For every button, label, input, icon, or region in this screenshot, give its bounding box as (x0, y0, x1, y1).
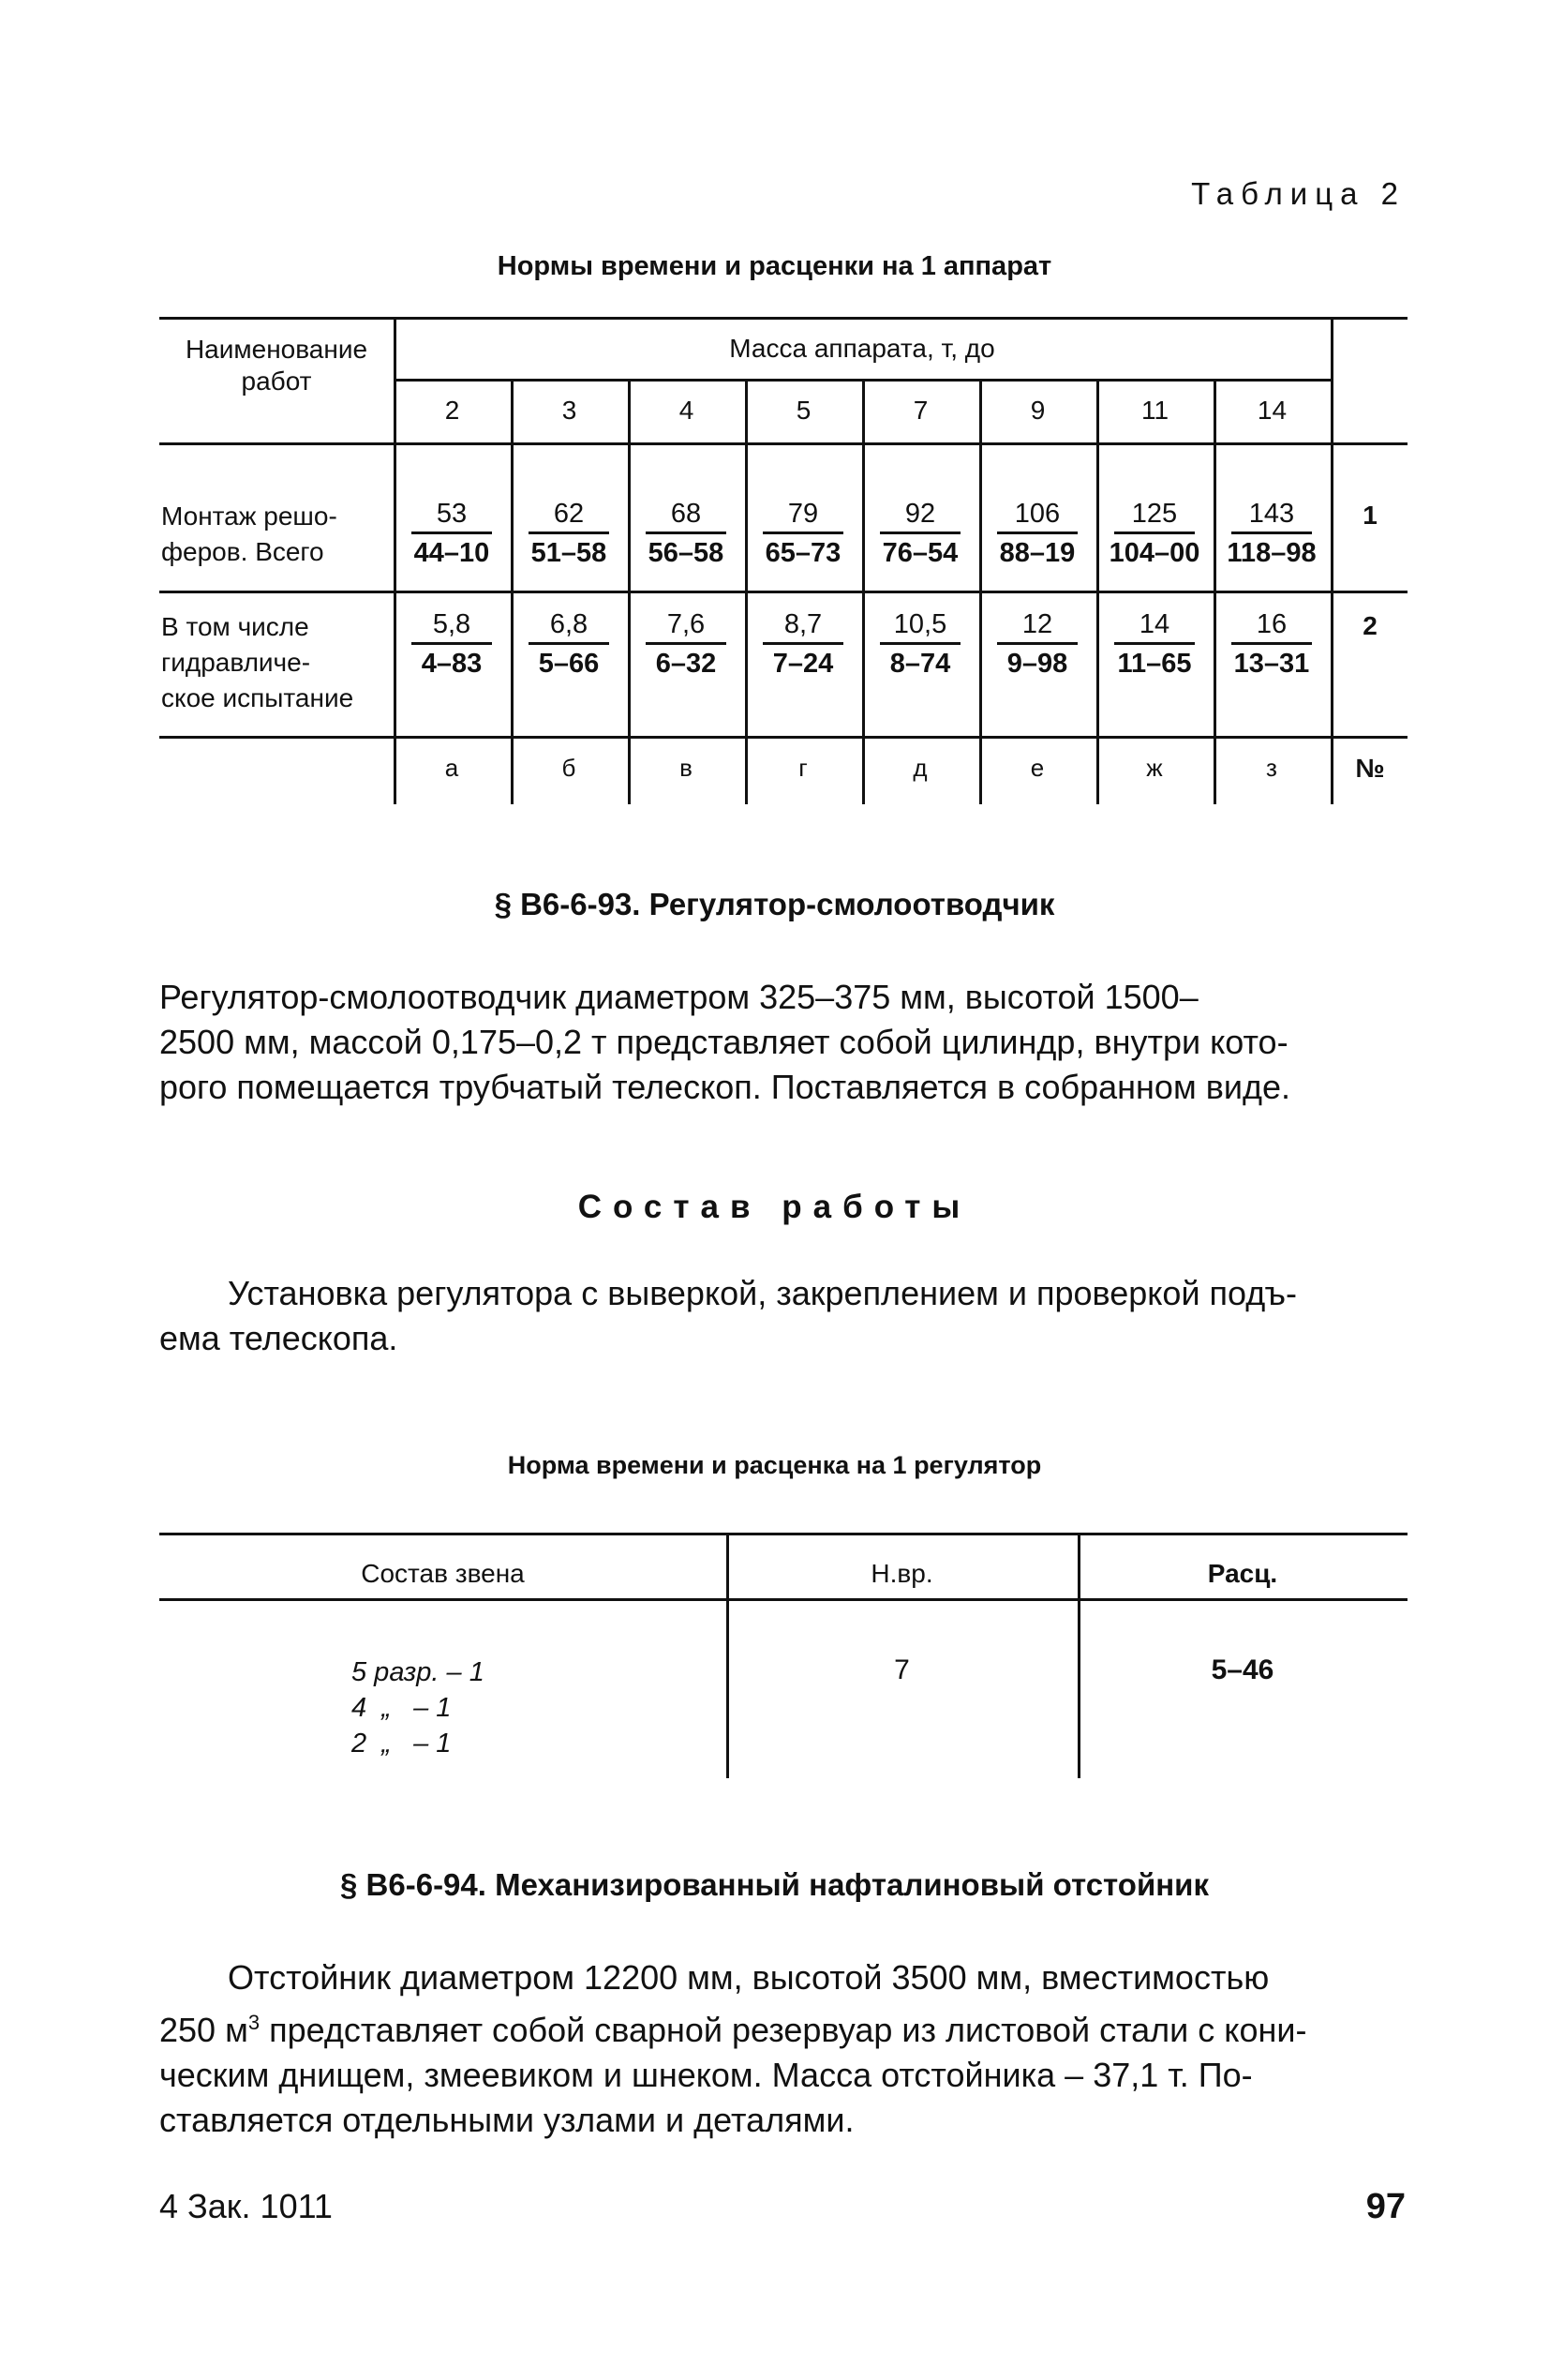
header-mass: Масса аппарата, т, до (729, 334, 995, 363)
time-norm: 53 (411, 499, 493, 534)
norm-value (979, 499, 1095, 569)
rate: 76–54 (882, 538, 959, 568)
time-norm: 10,5 (880, 609, 961, 645)
rate: 44–10 (413, 538, 490, 568)
crew-line: 4 „ – 1 (351, 1693, 452, 1723)
table-label: Таблица 2 (1191, 176, 1406, 211)
norm-value (979, 609, 1095, 680)
work-composition-title: Состав работы (577, 1189, 972, 1225)
rate: 65–73 (765, 538, 842, 568)
paragraph-line: Отстойник диаметром 12200 мм, высотой 3500 мм, вместимостью (228, 1958, 1270, 1997)
header-time-norm: Н.вр. (871, 1559, 933, 1588)
work-composition-text-cont (159, 1316, 1408, 1361)
column-letter: д (913, 754, 928, 782)
paragraph-line: Установка регулятора с выверкой, закреплением и проверкой подъ- (228, 1274, 1297, 1312)
rate: 56–58 (648, 538, 724, 568)
mass-column: 14 (1257, 396, 1288, 425)
section-title-regulator: § В6-6-93. Регулятор-смолоотводчик (494, 887, 1055, 921)
norm-value (394, 609, 510, 680)
mass-column: 4 (678, 396, 694, 425)
number-header: № (1355, 754, 1385, 783)
rate: 5–66 (538, 649, 600, 679)
row-name-line: Монтаж решо- (161, 501, 337, 531)
time-norm: 125 (1114, 499, 1196, 534)
norm-value (628, 609, 744, 680)
mass-column: 2 (444, 396, 460, 425)
rate: 11–65 (1117, 649, 1192, 679)
table1-col-rule (979, 379, 982, 804)
column-letter: г (798, 754, 808, 782)
row-name-hydraulic-test (159, 609, 395, 716)
time-norm: 6,8 (529, 609, 610, 645)
mass-column: 7 (913, 396, 929, 425)
header-work-name: Наименование работ (185, 335, 368, 396)
work-composition-text (228, 1271, 1408, 1316)
crew-line: 5 разр. – 1 (351, 1657, 484, 1687)
rate: 88–19 (999, 538, 1076, 568)
rate: 9–98 (1006, 649, 1068, 679)
column-letter: е (1030, 754, 1045, 782)
table1-col-rule (511, 379, 514, 804)
norm-value (511, 499, 627, 569)
paragraph-line: ставляется отдельными узлами и деталями. (159, 2101, 855, 2139)
column-letter: з (1266, 754, 1277, 782)
table1-header-rule (159, 442, 1408, 445)
rate: 4–83 (421, 649, 483, 679)
mass-column: 5 (796, 396, 812, 425)
section-title-settler: § В6-6-94. Механизированный нафталиновый отстойник (340, 1867, 1209, 1902)
column-letter: а (444, 754, 459, 782)
norm-value (745, 499, 861, 569)
paragraph-line (159, 2000, 1408, 2053)
table1-col-rule (745, 379, 748, 804)
table1-col-rule (862, 379, 865, 804)
row-name-line: В том числе (161, 612, 309, 641)
mass-column: 3 (561, 396, 577, 425)
row-name-line: ское испытание (161, 683, 354, 712)
rate: 51–58 (530, 538, 607, 568)
column-letter: в (679, 754, 693, 782)
header-crew: Состав звена (361, 1559, 525, 1588)
table1-bottom-rule (159, 736, 1408, 739)
rate: 118–98 (1227, 538, 1317, 568)
rate-value: 5–46 (1211, 1654, 1274, 1685)
rate: 8–74 (889, 649, 951, 679)
row-number: 1 (1363, 501, 1378, 530)
norm-value (394, 499, 510, 569)
paragraph-line: ема телескопа. (159, 1319, 398, 1357)
rate: 104–00 (1109, 538, 1200, 568)
time-norm: 106 (997, 499, 1079, 534)
norms-table (159, 317, 1408, 804)
superscript: 3 (247, 2011, 261, 2034)
time-norm: 92 (880, 499, 961, 534)
norm-value (745, 609, 861, 680)
norm-value (862, 499, 978, 569)
time-norm: 5,8 (411, 609, 493, 645)
row-name-line: феров. Всего (161, 537, 324, 566)
table2-header-rule (159, 1598, 1408, 1601)
table2-caption: Норма времени и расценка на 1 регулятор (507, 1451, 1042, 1479)
rate: 13–31 (1233, 649, 1310, 679)
norm-value (1096, 499, 1213, 569)
column-letter: ж (1146, 754, 1163, 782)
regulator-description (159, 975, 1408, 1110)
row-name-installation (159, 499, 395, 570)
norm-value (862, 609, 978, 680)
crew-list (351, 1654, 484, 1761)
row-number: 2 (1363, 611, 1378, 640)
paragraph-line: Регулятор-смолоотводчик диаметром 325–375 мм, высотой 1500– (159, 978, 1199, 1016)
footer-order-number: 4 Зак. 1011 (159, 2187, 333, 2225)
row-name-line: гидравличе- (161, 648, 311, 677)
table1-caption: Нормы времени и расценки на 1 аппарат (497, 251, 1052, 281)
time-norm: 62 (529, 499, 610, 534)
norm-value (628, 499, 744, 569)
time-norm: 7,6 (646, 609, 727, 645)
time-norm: 16 (1231, 609, 1313, 645)
crew-line: 2 „ – 1 (351, 1729, 452, 1759)
column-letter: б (561, 754, 576, 782)
table1-top-rule (159, 317, 1408, 320)
regulator-norm-table (159, 1533, 1408, 1786)
time-norm-value: 7 (894, 1654, 910, 1685)
paragraph-line: ческим днищем, змеевиком и шнеком. Масса отстойника – 37,1 т. По- (159, 2056, 1253, 2094)
rate: 7–24 (772, 649, 834, 679)
paragraph-text: представляет собой сварной резервуар из листовой стали с кони- (260, 2011, 1307, 2049)
norm-value (1214, 609, 1330, 680)
table1-col-rule (1331, 317, 1333, 804)
norm-value (1214, 499, 1330, 569)
time-norm: 14 (1114, 609, 1196, 645)
mass-column: 9 (1030, 396, 1046, 425)
table2-top-rule (159, 1533, 1408, 1535)
settler-description (159, 1955, 1408, 2143)
paragraph-line: 2500 мм, массой 0,175–0,2 т представляет собой цилиндр, внутри кото- (159, 1023, 1288, 1061)
paragraph-line: рого помещается трубчатый телескоп. Поставляется в собранном виде. (159, 1068, 1290, 1106)
volume-value: 250 м (159, 2011, 248, 2049)
time-norm: 8,7 (763, 609, 844, 645)
time-norm: 12 (997, 609, 1079, 645)
mass-column: 11 (1140, 396, 1169, 425)
table1-col-rule (1214, 379, 1216, 804)
norm-value (511, 609, 627, 680)
table1-col-rule (1096, 379, 1099, 804)
header-rate: Расц. (1207, 1559, 1278, 1588)
time-norm: 79 (763, 499, 844, 534)
table1-col-rule (628, 379, 631, 804)
norm-value (1096, 609, 1213, 680)
rate: 6–32 (655, 649, 717, 679)
time-norm: 143 (1231, 499, 1313, 534)
table1-row-rule (159, 591, 1408, 593)
time-norm: 68 (646, 499, 727, 534)
page-number: 97 (1365, 2187, 1406, 2226)
